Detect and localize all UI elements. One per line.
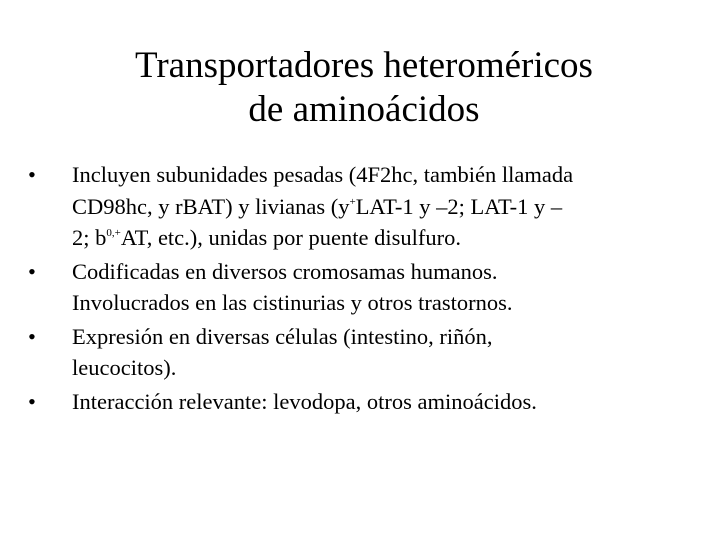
bullet-text: Interacción relevante: levodopa, otros aminoácidos. [72, 388, 537, 414]
bullet-text: Involucrados en las cistinurias y otros trastornos. [72, 290, 513, 315]
bullet-text: leucocitos). [72, 355, 177, 380]
bullet-text: Codificadas en diversos cromosamas humanos. [72, 258, 498, 284]
bullet-item-subunits [28, 159, 708, 254]
bullet-point-icon: • [28, 258, 36, 284]
superscript: + [349, 195, 356, 208]
bullet-item-expression [28, 321, 708, 384]
bullet-text-segment: AT, etc.), unidas por puente disulfuro. [120, 225, 461, 250]
bullet-text: Expresión en diversas células (intestino, riñón, [72, 323, 493, 349]
bullet-text-segment: CD98hc, y rBAT) y livianas (y [72, 193, 350, 219]
superscript: 0,+ [106, 227, 121, 239]
bullet-point-icon: • [28, 388, 36, 414]
bullet-point-icon: • [28, 323, 36, 349]
bullet-item-interaction [28, 386, 708, 418]
slide-title-line-1: Transportadores heteroméricos [135, 45, 593, 86]
bullet-text-segment: 2; b [72, 225, 107, 250]
bullet-text: Incluyen subunidades pesadas (4F2hc, también llamada [72, 162, 574, 187]
bullet-item-chromosomes [28, 256, 708, 319]
slide-title-line-2: de aminoácidos [248, 89, 480, 130]
bullet-point-icon: • [28, 162, 36, 187]
bullet-text-segment: LAT-1 y –2; LAT-1 y – [355, 193, 563, 219]
bullet-text [72, 191, 708, 223]
slide-title [0, 44, 728, 132]
bullet-list [28, 159, 708, 419]
bullet-text [72, 222, 708, 254]
